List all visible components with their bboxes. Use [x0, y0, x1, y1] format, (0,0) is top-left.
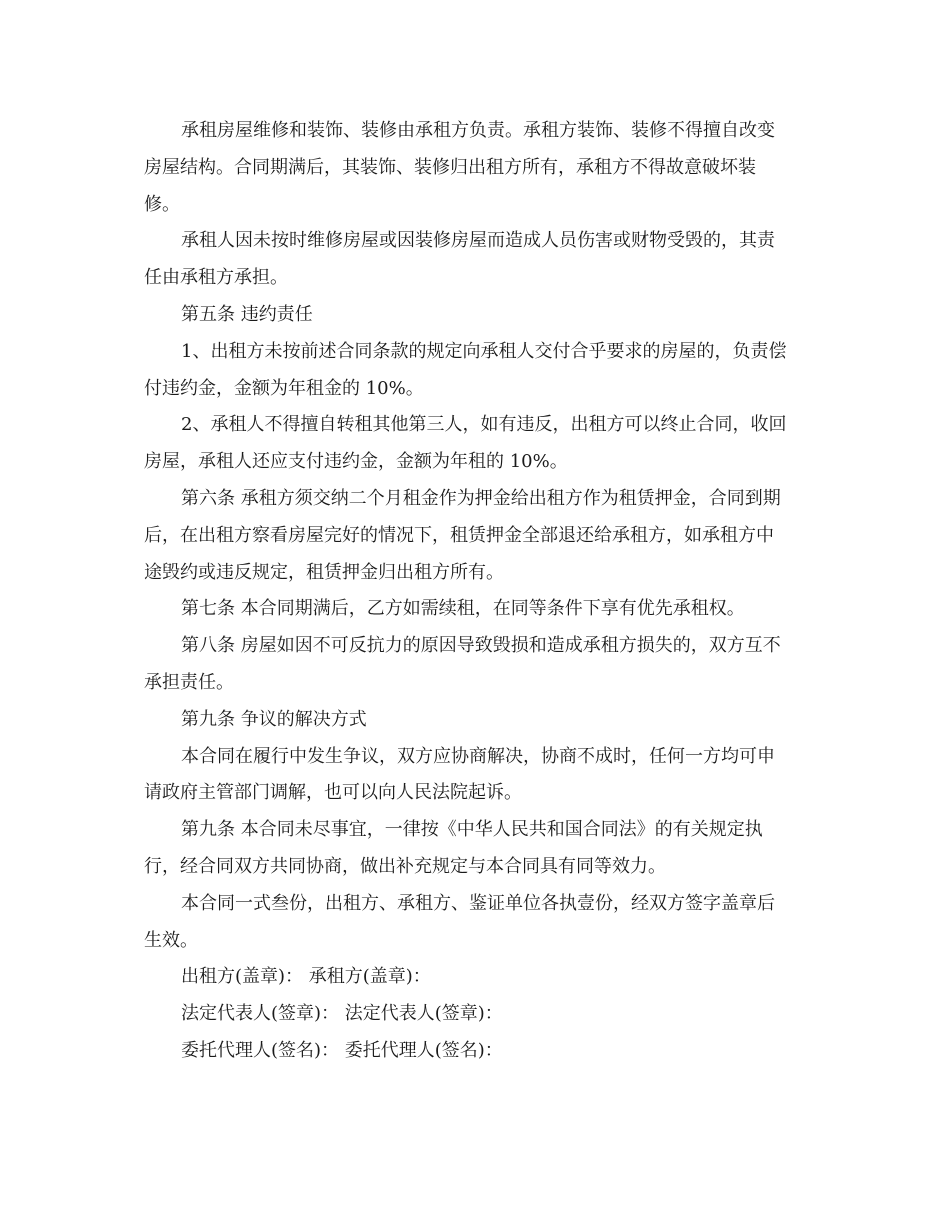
paragraph-line: 生效。: [144, 929, 198, 951]
paragraph-line: 第八条 房屋如因不可反抗力的原因导致毁损和造成承租方损失的，双方互不: [181, 635, 781, 657]
paragraph: [144, 591, 810, 628]
paragraph-line: 第九条 争议的解决方式: [181, 708, 367, 730]
paragraph-line: 第七条 本合同期满后，乙方如需续租，在同等条件下享有优先承租权。: [181, 598, 745, 620]
paragraph-line: 2、承租人不得擅自转租其他第三人，如有违反，出租方可以终止合同，收回: [181, 414, 787, 436]
paragraph-line: 第六条 承租方须交纳二个月租金作为押金给出租方作为租赁押金，合同到期: [181, 487, 781, 509]
paragraph-line: 本合同在履行中发生争议，双方应协商解决，协商不成时，任何一方均可申: [181, 745, 775, 767]
paragraph-line: 房屋结构。合同期满后，其装饰、装修归出租方所有，承租方不得故意破坏装: [144, 156, 756, 178]
paragraph-line: 1、出租方未按前述合同条款的规定向承租人交付合乎要求的房屋的，负责偿: [181, 340, 787, 362]
paragraph-line: 承租房屋维修和装饰、装修由承租方负责。承租方装饰、装修不得擅自改变: [181, 120, 775, 141]
paragraph-line: 任由承租方承担。: [144, 267, 288, 289]
paragraph-line: 请政府主管部门调解，也可以向人民法院起诉。: [144, 782, 522, 804]
paragraph-line: 房屋，承租人还应支付违约金，金额为年租的 10%。: [144, 451, 568, 473]
paragraph: [144, 1033, 810, 1070]
paragraph-line: 后，在出租方察看房屋完好的情况下，租赁押金全部退还给承租方，如承租方中: [144, 524, 774, 546]
paragraph-line: 承担责任。: [144, 671, 234, 693]
paragraph-line: 付违约金，金额为年租金的 10%。: [144, 377, 424, 399]
paragraph: [144, 959, 810, 996]
document-body: [144, 113, 810, 1070]
paragraph-line: 修。: [144, 193, 180, 215]
paragraph-line: 第五条 违约责任: [181, 303, 313, 325]
paragraph: [144, 739, 810, 813]
paragraph-line: 出租方(盖章)： 承租方(盖章)：: [181, 966, 431, 988]
paragraph: [144, 223, 810, 297]
paragraph-line: 本合同一式叁份，出租方、承租方、鉴证单位各执壹份，经双方签字盖章后: [181, 892, 775, 914]
paragraph-line: 行，经合同双方共同协商，做出补充规定与本合同具有同等效力。: [144, 855, 666, 877]
paragraph: [144, 996, 810, 1033]
paragraph: [144, 113, 810, 223]
paragraph: [144, 297, 810, 334]
paragraph: [144, 702, 810, 739]
paragraph: [144, 481, 810, 591]
paragraph: [144, 886, 810, 960]
paragraph: [144, 407, 810, 481]
paragraph-line: 途毁约或违反规定，租赁押金归出租方所有。: [144, 561, 504, 583]
paragraph: [144, 628, 810, 702]
paragraph-line: 第九条 本合同未尽事宜，一律按《中华人民共和国合同法》的有关规定执: [181, 819, 763, 841]
paragraph-line: 法定代表人(签章)： 法定代表人(签章)：: [181, 1003, 503, 1025]
paragraph: [144, 334, 810, 408]
paragraph-line: 委托代理人(签名)： 委托代理人(签名)：: [181, 1039, 503, 1061]
paragraph: [144, 812, 810, 886]
paragraph-line: 承租人因未按时维修房屋或因装修房屋而造成人员伤害或财物受毁的，其责: [181, 230, 775, 252]
